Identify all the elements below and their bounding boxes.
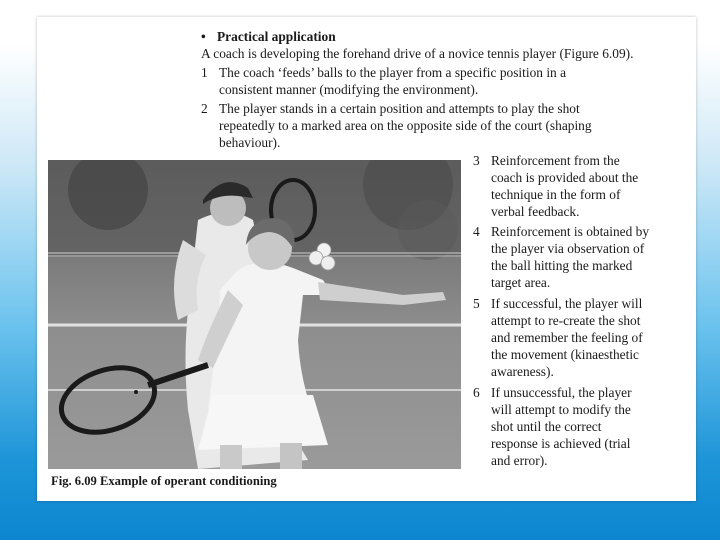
step-line: Reinforcement is obtained by	[491, 224, 650, 239]
step-line: and error).	[491, 453, 548, 468]
step-line: attempt to re-create the shot	[491, 313, 641, 328]
tennis-coaching-photo	[48, 160, 461, 469]
section-heading	[201, 28, 336, 45]
step-line: If unsuccessful, the player	[491, 385, 632, 400]
step-text	[491, 152, 638, 220]
step-number: 4	[473, 224, 480, 239]
step-line: verbal feedback.	[491, 204, 580, 219]
step-line: Reinforcement from the	[491, 153, 620, 168]
step-number: 2	[201, 101, 208, 116]
step-line: behaviour).	[219, 135, 281, 150]
step-number: 6	[473, 385, 480, 400]
step-line: consistent manner (modifying the environment).	[219, 82, 479, 97]
step-line: will attempt to modify the	[491, 402, 631, 417]
step-line: technique in the form of	[491, 187, 621, 202]
step-line: and remember the feeling of	[491, 330, 643, 345]
intro-paragraph: A coach is developing the forehand drive of a novice tennis player (Figure 6.09).	[201, 46, 634, 61]
step-number: 5	[473, 296, 480, 311]
step-text	[491, 223, 649, 291]
step-line: the movement (kinaesthetic	[491, 347, 639, 362]
step-line: awareness).	[491, 364, 554, 379]
coach-player-illustration	[48, 160, 461, 469]
step-line: the player via observation of	[491, 241, 645, 256]
step-line: If successful, the player will	[491, 296, 643, 311]
step-line: The player stands in a certain position and attempts to play the shot	[219, 101, 580, 116]
bullet-icon: •	[201, 29, 206, 44]
heading-text: Practical application	[217, 29, 336, 44]
step-line: target area.	[491, 275, 551, 290]
step-line: The coach ‘feeds’ balls to the player from a specific position in a	[219, 65, 567, 80]
step-line: shot until the correct	[491, 419, 602, 434]
step-line: the ball hitting the marked	[491, 258, 633, 273]
step-line: repeatedly to a marked area on the opposite side of the court (shaping	[219, 118, 592, 133]
step-text	[491, 295, 643, 380]
step-number: 1	[201, 65, 208, 80]
step-number: 3	[473, 153, 480, 168]
textbook-page	[37, 17, 696, 501]
step-text	[491, 384, 632, 469]
step-line: response is achieved (trial	[491, 436, 631, 451]
figure-caption: Fig. 6.09 Example of operant conditioning	[51, 474, 277, 488]
step-line: coach is provided about the	[491, 170, 639, 185]
step-text	[219, 64, 566, 98]
step-text	[219, 100, 592, 151]
